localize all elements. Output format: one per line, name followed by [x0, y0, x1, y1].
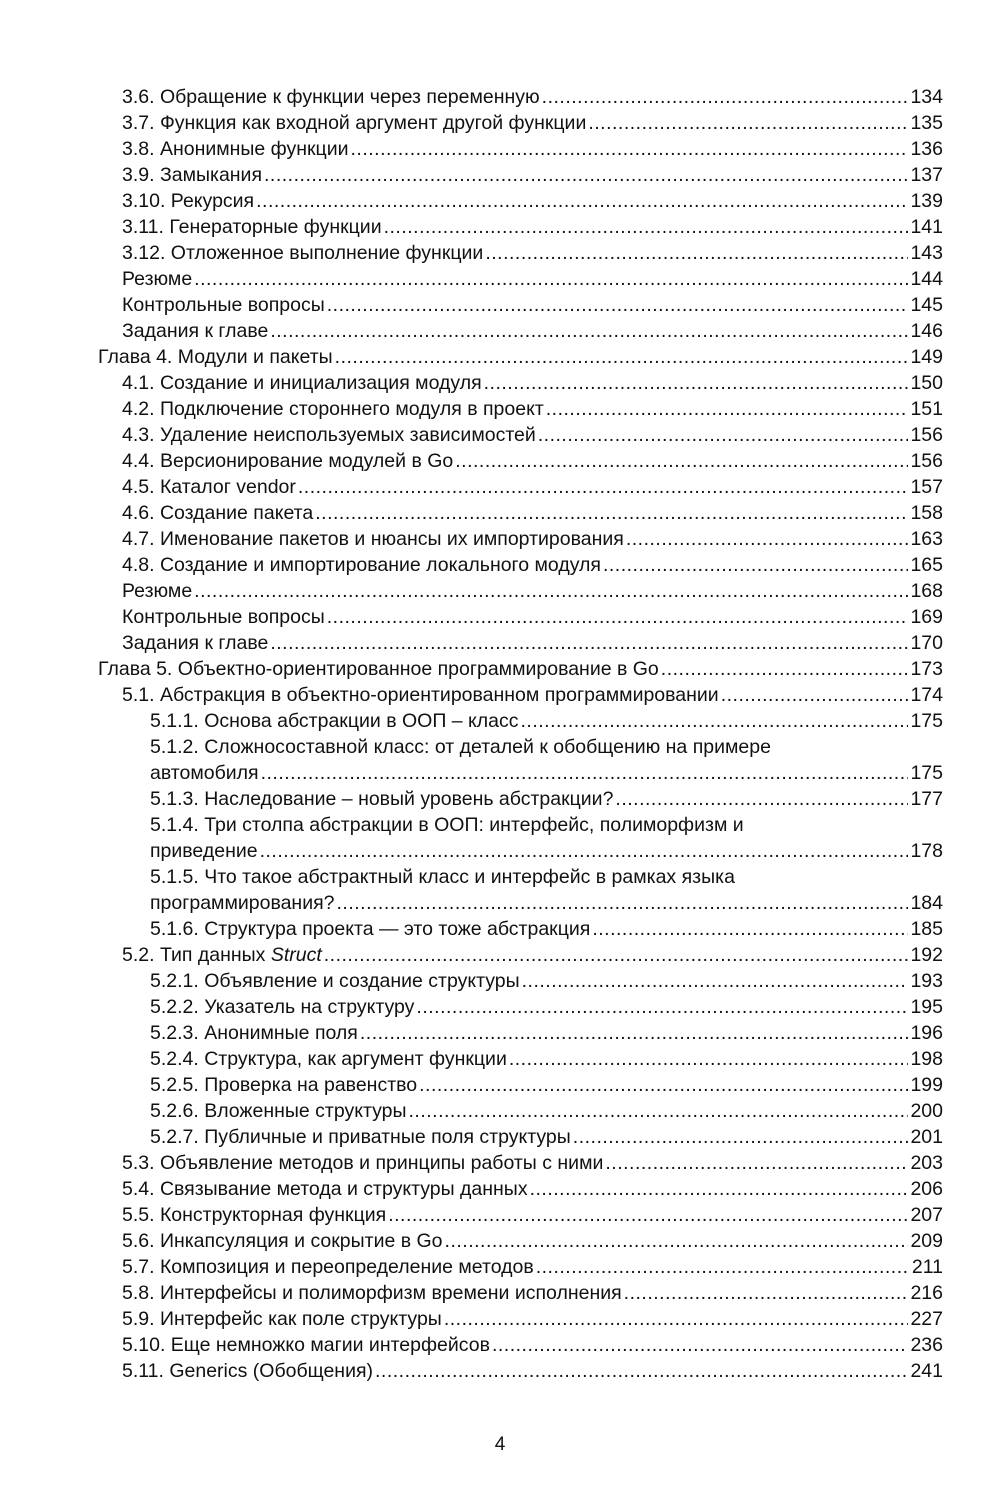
toc-entry-title-text: 5.2. Тип данных: [122, 944, 271, 966]
toc-entry-title-text: 3.12. Отложенное выполнение функции: [122, 242, 484, 264]
dot-leader: [194, 266, 908, 292]
toc-entry-page: 157: [910, 476, 943, 498]
toc-entry[interactable]: [98, 1020, 943, 1046]
toc-entry[interactable]: [98, 1150, 943, 1176]
toc-entry-title-text: 5.1.1. Основа абстракции в ООП – класс: [150, 710, 519, 732]
toc-entry-title: [150, 1072, 417, 1098]
toc-entry-title-text: 3.6. Обращение к функции через переменную: [122, 86, 540, 108]
toc-entry-title-text: 4.8. Создание и импортирование локального модуля: [122, 554, 601, 576]
toc-entry-title-text: Контрольные вопросы: [122, 294, 325, 316]
toc-entry-title-text: 4.5. Каталог vendor: [122, 476, 296, 498]
toc-entry-title: [122, 682, 719, 708]
toc-entry[interactable]: [98, 1228, 943, 1254]
toc-entry-page: 143: [910, 242, 943, 264]
toc-entry-title-text: 3.8. Анонимные функции: [122, 138, 349, 160]
dot-leader: [455, 448, 908, 474]
dot-leader: [388, 1202, 908, 1228]
toc-entry[interactable]: [98, 656, 943, 682]
toc-entry-title-text: 5.3. Объявление методов и принципы работы с ними: [122, 1152, 604, 1174]
toc-entry[interactable]: [98, 552, 943, 578]
toc-entry[interactable]: [98, 526, 943, 552]
toc-entry-title: [150, 1046, 507, 1072]
toc-entry-title: [122, 110, 586, 136]
dot-leader: [492, 1332, 909, 1358]
toc-entry-page: 177: [910, 788, 943, 810]
toc-entry-page: 175: [910, 762, 943, 784]
toc-entry-page: 203: [910, 1152, 943, 1174]
toc-entry-page: 169: [910, 606, 943, 628]
toc-entry-page: 144: [910, 268, 943, 290]
toc-entry-title: [150, 786, 613, 812]
toc-entry-page: 227: [910, 1308, 943, 1330]
toc-entry[interactable]: [98, 734, 943, 786]
dot-leader: [270, 318, 908, 344]
toc-entry-page: 174: [910, 684, 943, 706]
toc-entry-title: [150, 1020, 358, 1046]
toc-entry[interactable]: [98, 266, 943, 292]
toc-entry-title-text: автомобиля: [150, 762, 259, 784]
toc-entry-page: 170: [910, 632, 943, 654]
toc-entry-title: [150, 866, 735, 888]
toc-entry-title-text: 5.2.6. Вложенные структуры: [150, 1100, 407, 1122]
dot-leader: [624, 1280, 909, 1306]
toc-entry-title-text: 3.10. Рекурсия: [122, 190, 255, 212]
toc-entry-line: [150, 734, 943, 760]
toc-entry[interactable]: [98, 812, 943, 864]
toc-entry-page: 185: [910, 918, 943, 940]
toc-entry-title: [150, 736, 771, 758]
dot-leader: [485, 240, 908, 266]
toc-entry-title: [122, 214, 382, 240]
toc-entry[interactable]: [98, 1306, 943, 1332]
toc-entry[interactable]: [98, 916, 943, 942]
dot-leader: [538, 422, 909, 448]
toc-entry-line: [150, 890, 943, 916]
toc-entry-title-text: 5.8. Интерфейсы и полиморфизм времени исполнения: [122, 1282, 622, 1304]
dot-leader: [444, 1306, 909, 1332]
toc-entry-title-text: 4.3. Удаление неиспользуемых зависимостей: [122, 424, 536, 446]
toc-entry[interactable]: [98, 1280, 943, 1306]
toc-entry-title: [122, 1176, 528, 1202]
toc-entry-title-text: программирования?: [150, 892, 335, 914]
toc-entry-title: [122, 500, 313, 526]
dot-leader: [509, 1046, 909, 1072]
toc-entry[interactable]: [98, 1046, 943, 1072]
toc-entry-title: [150, 994, 414, 1020]
toc-entry[interactable]: [98, 162, 943, 188]
toc-entry[interactable]: [98, 110, 943, 136]
dot-leader: [409, 1098, 909, 1124]
toc-entry-page: 149: [910, 346, 943, 368]
dot-leader: [721, 682, 909, 708]
dot-leader: [375, 1358, 908, 1384]
table-of-contents: [98, 84, 943, 1384]
toc-entry-title: [122, 1202, 386, 1228]
toc-entry-title: [122, 396, 544, 422]
dot-leader: [605, 1150, 908, 1176]
toc-entry[interactable]: [98, 136, 943, 162]
dot-leader: [603, 552, 908, 578]
dot-leader: [661, 656, 909, 682]
dot-leader: [260, 838, 909, 864]
toc-entry-page: 145: [910, 294, 943, 316]
toc-entry-title: [122, 162, 262, 188]
toc-entry-title-text: 3.11. Генераторные функции: [122, 216, 382, 238]
toc-entry-page: 192: [910, 944, 943, 966]
toc-entry-title-text: 4.7. Именование пакетов и нюансы их импортирования: [122, 528, 624, 550]
toc-entry[interactable]: [98, 84, 943, 110]
toc-entry-title: [150, 838, 258, 864]
toc-entry-page: 137: [910, 164, 943, 186]
toc-entry[interactable]: [98, 474, 943, 500]
toc-entry-title-text: Резюме: [122, 268, 193, 290]
toc-entry-title: [122, 604, 325, 630]
toc-entry-title-text: 4.2. Подключение стороннего модуля в проект: [122, 398, 544, 420]
toc-entry[interactable]: [98, 942, 943, 968]
toc-entry-title-text: Задания к главе: [122, 320, 269, 342]
toc-entry-title: [122, 1358, 373, 1384]
toc-entry-title-text: 5.2.7. Публичные и приватные поля структуры: [150, 1126, 571, 1148]
toc-entry-title-text: 5.1. Абстракция в объектно-ориентированном программировании: [122, 684, 719, 706]
toc-entry[interactable]: [98, 214, 943, 240]
toc-entry-page: 184: [910, 892, 943, 914]
toc-entry-title-text: Глава 5. Объектно-ориентированное программирование в Go: [98, 658, 659, 680]
toc-entry-title: [150, 1098, 407, 1124]
toc-entry-title-text: 5.1.4. Три столпа абстракции в ООП: интерфейс, полиморфизм и: [150, 814, 744, 836]
toc-entry-title-text: 5.2.2. Указатель на структуру: [150, 996, 415, 1018]
dot-leader: [337, 890, 909, 916]
toc-entry-title-text: 5.1.3. Наследование – новый уровень абстракции?: [150, 788, 614, 810]
toc-entry-page: 156: [910, 424, 943, 446]
toc-entry-title-text: Задания к главе: [122, 632, 269, 654]
toc-entry[interactable]: [98, 682, 943, 708]
toc-entry-title: [150, 968, 520, 994]
dot-leader: [615, 786, 908, 812]
toc-entry-title: [122, 370, 482, 396]
toc-entry-title: [150, 760, 259, 786]
toc-entry-page: 209: [910, 1230, 943, 1252]
toc-entry-page: 201: [910, 1126, 943, 1148]
toc-entry[interactable]: [98, 864, 943, 916]
toc-entry-title-text: 5.1.5. Что такое абстрактный класс и интерфейс в рамках языка: [150, 866, 735, 888]
toc-entry[interactable]: [98, 578, 943, 604]
toc-entry-page: 199: [910, 1074, 943, 1096]
dot-leader: [416, 994, 908, 1020]
toc-entry-title: [122, 1306, 442, 1332]
toc-entry-title: [122, 1150, 603, 1176]
toc-entry-title: [122, 188, 254, 214]
toc-entry-page: 236: [910, 1334, 943, 1356]
dot-leader: [384, 214, 909, 240]
toc-entry-title: [98, 344, 333, 370]
toc-entry-title-text: 5.4. Связывание метода и структуры данных: [122, 1178, 528, 1200]
toc-entry-title: [122, 1280, 622, 1306]
toc-entry-page: 178: [910, 840, 943, 862]
toc-entry-page: 175: [910, 710, 943, 732]
dot-leader: [626, 526, 909, 552]
dot-leader: [546, 396, 909, 422]
toc-entry-title: [122, 552, 601, 578]
toc-entry[interactable]: [98, 604, 943, 630]
dot-leader: [335, 344, 909, 370]
toc-entry-title: [122, 1332, 490, 1358]
toc-entry[interactable]: [98, 1254, 943, 1280]
toc-entry-title-text: 5.2.5. Проверка на равенство: [150, 1074, 418, 1096]
toc-entry[interactable]: [98, 292, 943, 318]
toc-entry-title: [122, 578, 192, 604]
toc-entry-page: 151: [910, 398, 943, 420]
toc-entry-title-italic: Struct: [270, 944, 322, 966]
toc-entry-title: [122, 630, 268, 656]
page-number: 4: [494, 1434, 506, 1455]
dot-leader: [315, 500, 908, 526]
dot-leader: [264, 162, 908, 188]
toc-entry-title-text: 4.4. Версионирование модулей в Go: [122, 450, 454, 472]
toc-entry-title-text: 4.1. Создание и инициализация модуля: [122, 372, 482, 394]
toc-entry-page: 134: [910, 86, 943, 108]
toc-entry-line: [150, 864, 943, 890]
toc-entry-title-text: Резюме: [122, 580, 193, 602]
toc-entry-page: 193: [910, 970, 943, 992]
dot-leader: [256, 188, 908, 214]
dot-leader: [530, 1176, 909, 1202]
dot-leader: [261, 760, 909, 786]
toc-entry-title: [122, 84, 540, 110]
toc-entry[interactable]: [98, 1176, 943, 1202]
toc-entry-title: [122, 1228, 443, 1254]
toc-entry-line: [150, 760, 943, 786]
dot-leader: [298, 474, 909, 500]
toc-entry[interactable]: [98, 630, 943, 656]
toc-entry-title-text: 4.6. Создание пакета: [122, 502, 314, 524]
toc-entry[interactable]: [98, 396, 943, 422]
toc-entry[interactable]: [98, 1332, 943, 1358]
toc-entry-title: [98, 656, 659, 682]
toc-entry[interactable]: [98, 1072, 943, 1098]
toc-entry-page: 196: [910, 1022, 943, 1044]
toc-entry-title: [122, 240, 483, 266]
toc-entry-page: 141: [910, 216, 943, 238]
toc-entry-title-text: Глава 4. Модули и пакеты: [98, 346, 333, 368]
toc-entry-title-text: 5.2.1. Объявление и создание структуры: [150, 970, 520, 992]
toc-entry[interactable]: [98, 1202, 943, 1228]
toc-entry[interactable]: [98, 188, 943, 214]
toc-entry-title: [122, 942, 322, 968]
toc-entry-title-text: Контрольные вопросы: [122, 606, 325, 628]
toc-entry[interactable]: [98, 994, 943, 1020]
toc-entry-page: 135: [910, 112, 943, 134]
toc-entry-title: [150, 708, 519, 734]
toc-entry-page: 136: [910, 138, 943, 160]
dot-leader: [484, 370, 909, 396]
toc-entry-title-text: 5.1.6. Структура проекта — это тоже абстракция: [150, 918, 591, 940]
toc-entry-title-text: 5.10. Еще немножко магии интерфейсов: [122, 1334, 490, 1356]
toc-entry-title: [150, 916, 590, 942]
toc-entry-title: [122, 448, 453, 474]
toc-entry-page: 195: [910, 996, 943, 1018]
toc-entry-page: 216: [910, 1282, 943, 1304]
toc-entry-title: [122, 474, 296, 500]
dot-leader: [194, 578, 908, 604]
toc-entry-title-text: приведение: [150, 840, 258, 862]
dot-leader: [327, 292, 909, 318]
dot-leader: [573, 1124, 909, 1150]
toc-entry-page: 139: [910, 190, 943, 212]
toc-entry[interactable]: [98, 1358, 943, 1384]
dot-leader: [521, 708, 909, 734]
dot-leader: [327, 604, 909, 630]
toc-entry-title-text: 5.6. Инкапсуляция и сокрытие в Go: [122, 1230, 443, 1252]
toc-entry-page: 158: [910, 502, 943, 524]
toc-entry-title: [122, 422, 536, 448]
toc-entry-title-text: 5.2.3. Анонимные поля: [150, 1022, 358, 1044]
toc-entry-page: 150: [910, 372, 943, 394]
toc-entry[interactable]: [98, 422, 943, 448]
toc-entry[interactable]: [98, 240, 943, 266]
toc-entry-title: [122, 1254, 534, 1280]
dot-leader: [588, 110, 908, 136]
toc-entry[interactable]: [98, 370, 943, 396]
toc-entry-page: 206: [910, 1178, 943, 1200]
toc-entry-title: [122, 292, 325, 318]
toc-entry-page: 163: [910, 528, 943, 550]
dot-leader: [419, 1072, 908, 1098]
toc-entry-title: [122, 136, 349, 162]
toc-entry[interactable]: [98, 786, 943, 812]
toc-entry[interactable]: [98, 448, 943, 474]
toc-entry-page: 165: [910, 554, 943, 576]
toc-entry-page: 200: [910, 1100, 943, 1122]
toc-entry-title: [150, 1124, 571, 1150]
toc-entry-title: [122, 526, 624, 552]
toc-entry-page: 241: [910, 1360, 943, 1382]
toc-entry-page: 156: [910, 450, 943, 472]
toc-entry-line: [150, 838, 943, 864]
toc-entry[interactable]: [98, 500, 943, 526]
toc-entry[interactable]: [98, 344, 943, 370]
dot-leader: [536, 1254, 910, 1280]
toc-entry-title-text: 3.9. Замыкания: [122, 164, 263, 186]
toc-entry-page: 211: [911, 1256, 943, 1278]
dot-leader: [445, 1228, 909, 1254]
toc-entry-title-text: 5.9. Интерфейс как поле структуры: [122, 1308, 442, 1330]
dot-leader: [351, 136, 909, 162]
toc-entry-page: 146: [910, 320, 943, 342]
toc-entry-title: [122, 266, 192, 292]
toc-entry-title-text: 3.7. Функция как входной аргумент другой функции: [122, 112, 587, 134]
toc-entry-title: [150, 814, 744, 836]
dot-leader: [324, 942, 909, 968]
toc-entry[interactable]: [98, 968, 943, 994]
toc-entry[interactable]: [98, 1098, 943, 1124]
toc-entry-page: 173: [910, 658, 943, 680]
toc-entry-title: [122, 318, 268, 344]
toc-entry-title: [150, 890, 335, 916]
dot-leader: [522, 968, 909, 994]
toc-entry-page: 207: [910, 1204, 943, 1226]
toc-entry-title-text: 5.11. Generics (Обобщения): [122, 1360, 374, 1382]
dot-leader: [542, 84, 909, 110]
toc-entry-title-text: 5.2.4. Структура, как аргумент функции: [150, 1048, 507, 1070]
dot-leader: [270, 630, 908, 656]
toc-entry-page: 198: [910, 1048, 943, 1070]
toc-entry-line: [150, 812, 943, 838]
dot-leader: [592, 916, 908, 942]
toc-entry[interactable]: [98, 1124, 943, 1150]
dot-leader: [360, 1020, 909, 1046]
toc-entry-title-text: 5.5. Конструкторная функция: [122, 1204, 387, 1226]
toc-entry-title-text: 5.1.2. Сложносоставной класс: от деталей к обобщению на примере: [150, 736, 771, 758]
toc-entry-title-text: 5.7. Композиция и переопределение методов: [122, 1256, 534, 1278]
toc-entry[interactable]: [98, 708, 943, 734]
toc-entry-page: 168: [910, 580, 943, 602]
toc-entry[interactable]: [98, 318, 943, 344]
